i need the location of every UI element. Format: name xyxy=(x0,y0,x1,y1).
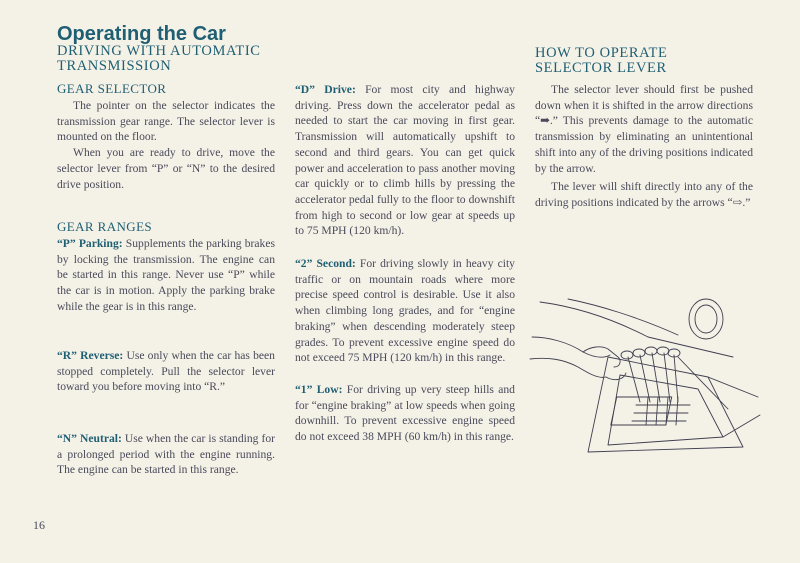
gear-selector-heading: GEAR SELECTOR xyxy=(57,81,167,96)
operate-heading-line-1: HOW TO OPERATE xyxy=(535,45,668,61)
parking-label: “P” Parking: xyxy=(57,237,123,250)
drive-label: “D” Drive: xyxy=(295,83,356,96)
reverse-text: Use only when the car has been stopped completely. Pull the selector lever toward you before moving into “R.” xyxy=(57,349,275,394)
drive-paragraph xyxy=(295,82,515,239)
page-number: 16 xyxy=(33,518,45,532)
operate-paragraph-2: The lever will shift directly into any of the driving positions indicated by the arrows “⇨.” xyxy=(535,180,753,209)
low-label: “1” Low: xyxy=(295,383,343,396)
low-text: For driving up very steep hills and for “engine braking” at low speeds when going downhill. To prevent excessive engine speed do not exceed 38 MPH (60 km/h) in this range. xyxy=(295,383,515,444)
neutral-label: “N” Neutral: xyxy=(57,432,122,445)
second-text: For driving slowly in heavy city traffic or on mountain roads where more precise speed control is desirable. Use it also when climbing long grades, and for “engine braking” when descending moderately steep grades. To prevent excessive engine speed do not exceed 75 MPH (120 km/h) in this range. xyxy=(295,257,515,365)
gear-selector-paragraph-2: When you are ready to drive, move the selector lever from “P” or “N” to the desired drive position. xyxy=(57,146,275,191)
operate-heading-line-2: SELECTOR LEVER xyxy=(535,60,667,76)
neutral-paragraph xyxy=(57,431,275,478)
neutral-text: Use when the car is standing for a prolonged period with the engine running. The engine can be started in this range. xyxy=(57,432,276,477)
main-heading-line-2: TRANSMISSION xyxy=(57,58,172,74)
reverse-paragraph xyxy=(57,348,275,395)
reverse-label: “R” Reverse: xyxy=(57,349,124,362)
second-label: “2” Second: xyxy=(295,257,356,270)
main-heading-line-1: DRIVING WITH AUTOMATIC xyxy=(57,43,261,59)
selector-lever-illustration xyxy=(528,297,763,457)
second-paragraph xyxy=(295,256,515,366)
parking-text: Supplements the parking brakes by locking the transmission. The engine can be started in this range. Never use “P” while the car is in motion. Apply the parking brake while the gear is in this range. xyxy=(57,237,275,313)
gear-selector-paragraph-1: The pointer on the selector indicates the transmission gear range. The selector lever is mounted on the floor. xyxy=(57,99,275,144)
operate-paragraph-1: The selector lever should first be pushed down when it is shifted in the arrow directions “➡.” This prevents damage to the automatic transmission by eliminating an unintentional shift into any of the driving positions indicated by the arrow. xyxy=(535,83,753,175)
low-paragraph xyxy=(295,382,515,445)
gear-ranges-heading: GEAR RANGES xyxy=(57,219,153,234)
drive-text: For most city and highway driving. Press down the accelerator pedal as needed to start the car moving in first gear. Transmission will automatically upshift to second and third gears. You can get quick power and acceleration to pass another moving car quickly or to climb hills by pressing the accelerator pedal fully to the floor to downshift from high to second or low gear at speeds up to 75 MPH (120 km/h). xyxy=(295,83,515,238)
parking-paragraph xyxy=(57,236,275,315)
section-title: Operating the Car xyxy=(57,23,226,45)
